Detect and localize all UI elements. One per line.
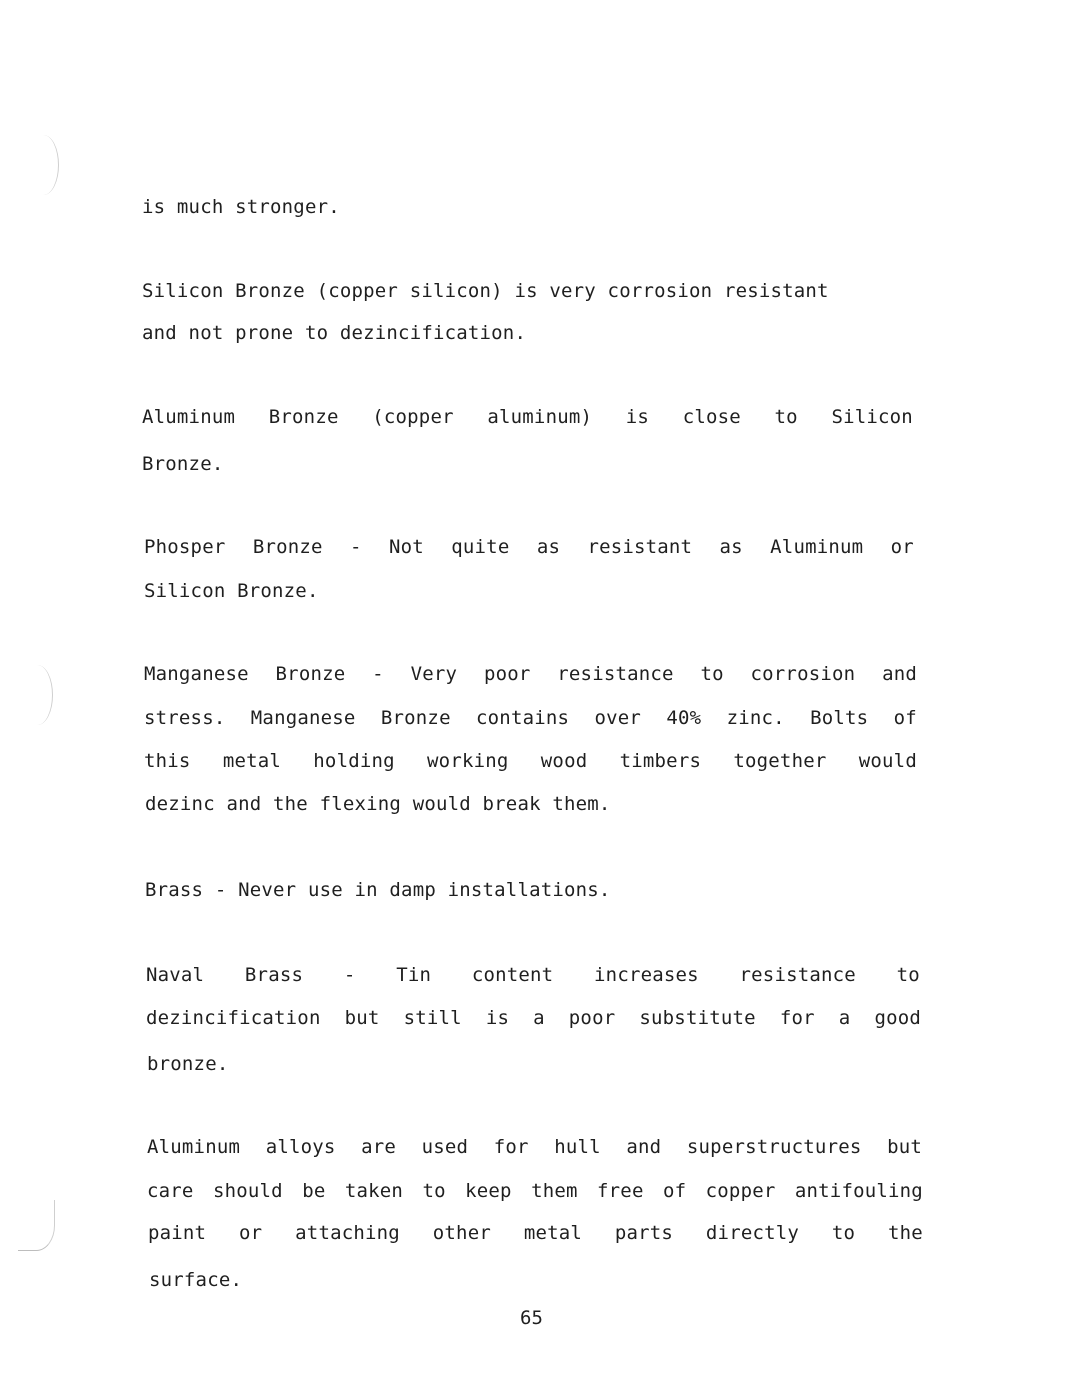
- word: to: [831, 1222, 856, 1244]
- word: Brass: [244, 964, 304, 986]
- word: free: [597, 1180, 644, 1202]
- paragraph-2-line-1: Silicon Bronze (copper silicon) is very corrosion resistant: [142, 280, 829, 302]
- word: together: [733, 750, 827, 772]
- word: quite: [451, 536, 510, 558]
- paragraph-6-line-1: Brass - Never use in damp installations.: [145, 879, 611, 901]
- word: or: [890, 536, 914, 558]
- word: Aluminum: [770, 536, 864, 558]
- word: are: [361, 1136, 397, 1158]
- word: to: [422, 1180, 446, 1202]
- word: over: [594, 707, 642, 729]
- word: content: [471, 964, 554, 986]
- word: Bronze: [380, 707, 451, 729]
- paragraph-5-line-3: [144, 750, 917, 772]
- paragraph-4-line-2: Silicon Bronze.: [144, 580, 319, 602]
- paragraph-8-line-3: [148, 1222, 923, 1244]
- word: copper: [705, 1180, 776, 1202]
- word: would: [858, 750, 917, 772]
- word: the: [888, 1222, 923, 1244]
- word: working: [427, 750, 509, 772]
- paragraph-3-line-2: Bronze.: [142, 453, 224, 475]
- word: a: [838, 1007, 851, 1029]
- word: but: [887, 1136, 922, 1158]
- word: resistance: [557, 663, 674, 685]
- word: poor: [568, 1007, 616, 1029]
- word: resistant: [587, 536, 693, 558]
- word: holding: [313, 750, 395, 772]
- paragraph-8-line-1: [147, 1136, 922, 1158]
- word: used: [421, 1136, 469, 1158]
- paragraph-3-line-1: [142, 406, 913, 428]
- word: close: [682, 406, 741, 428]
- word: a: [533, 1007, 545, 1029]
- word: dezincification: [146, 1007, 321, 1029]
- paragraph-7-line-1: [146, 964, 920, 986]
- word: to: [700, 663, 724, 685]
- word: as: [719, 536, 743, 558]
- word: Naval: [146, 964, 205, 986]
- word: good: [874, 1007, 921, 1029]
- word: taken: [344, 1180, 404, 1202]
- word: Very: [410, 663, 458, 685]
- word: wood: [540, 750, 588, 772]
- word: 40%: [666, 707, 702, 729]
- word: other: [432, 1222, 491, 1244]
- word: them: [531, 1180, 578, 1202]
- word: to: [774, 406, 798, 428]
- word: or: [239, 1222, 263, 1244]
- paragraph-8-line-2: [147, 1180, 923, 1202]
- word: Manganese: [250, 707, 356, 729]
- word: and: [882, 663, 917, 685]
- word: Phosper: [144, 536, 226, 558]
- paragraph-2-line-2: and not prone to dezincification.: [142, 322, 527, 344]
- word: of: [662, 1180, 687, 1202]
- word: still: [403, 1007, 462, 1029]
- word: this: [144, 750, 191, 772]
- word: antifouling: [794, 1180, 923, 1202]
- word: directly: [705, 1222, 800, 1244]
- page-number: 65: [520, 1307, 543, 1329]
- word: and: [626, 1136, 662, 1158]
- word: Bronze: [275, 663, 346, 685]
- word: parts: [614, 1222, 674, 1244]
- paragraph-5-line-1: [144, 663, 917, 685]
- paragraph-1-line-1: is much stronger.: [142, 196, 340, 218]
- word: (copper: [372, 406, 454, 428]
- word: Manganese: [144, 663, 249, 685]
- word: aluminum): [487, 406, 593, 428]
- word: of: [893, 707, 917, 729]
- word: -: [343, 964, 356, 986]
- word: as: [536, 536, 561, 558]
- word: paint: [148, 1222, 207, 1244]
- paragraph-4-line-1: [144, 536, 914, 558]
- word: corrosion: [750, 663, 856, 685]
- binder-hole-mark: [18, 1200, 55, 1251]
- word: Silicon: [831, 406, 913, 428]
- word: metal: [222, 750, 282, 772]
- word: for: [779, 1007, 815, 1029]
- word: metal: [523, 1222, 583, 1244]
- word: Aluminum: [142, 406, 236, 428]
- word: for: [493, 1136, 529, 1158]
- word: be: [302, 1180, 326, 1202]
- word: increases: [594, 964, 699, 986]
- word: -: [372, 663, 384, 685]
- binder-hole-mark: [22, 665, 53, 725]
- paragraph-8-line-4: surface.: [149, 1269, 243, 1291]
- word: care: [147, 1180, 194, 1202]
- word: to: [896, 964, 920, 986]
- word: alloys: [265, 1136, 336, 1158]
- binder-hole-mark: [28, 135, 59, 195]
- paragraph-5-line-4: dezinc and the flexing would break them.: [145, 793, 611, 815]
- word: Bolts: [810, 707, 869, 729]
- word: keep: [465, 1180, 512, 1202]
- paragraph-5-line-2: [144, 707, 917, 729]
- word: Tin: [396, 964, 432, 986]
- word: stress.: [144, 707, 226, 729]
- paragraph-7-line-3: bronze.: [147, 1053, 229, 1075]
- word: Bronze: [252, 536, 323, 558]
- word: is: [485, 1007, 510, 1029]
- word: is: [625, 406, 650, 428]
- word: Bronze: [268, 406, 339, 428]
- word: Not: [389, 536, 424, 558]
- word: timbers: [619, 750, 702, 772]
- word: should: [212, 1180, 283, 1202]
- word: hull: [554, 1136, 601, 1158]
- word: poor: [483, 663, 531, 685]
- word: zinc.: [726, 707, 785, 729]
- paragraph-7-line-2: [146, 1007, 921, 1029]
- word: attaching: [295, 1222, 400, 1244]
- word: substitute: [639, 1007, 756, 1029]
- word: but: [344, 1007, 380, 1029]
- word: resistance: [739, 964, 856, 986]
- word: superstructures: [686, 1136, 862, 1158]
- word: -: [350, 536, 362, 558]
- word: Aluminum: [147, 1136, 241, 1158]
- word: contains: [476, 707, 570, 729]
